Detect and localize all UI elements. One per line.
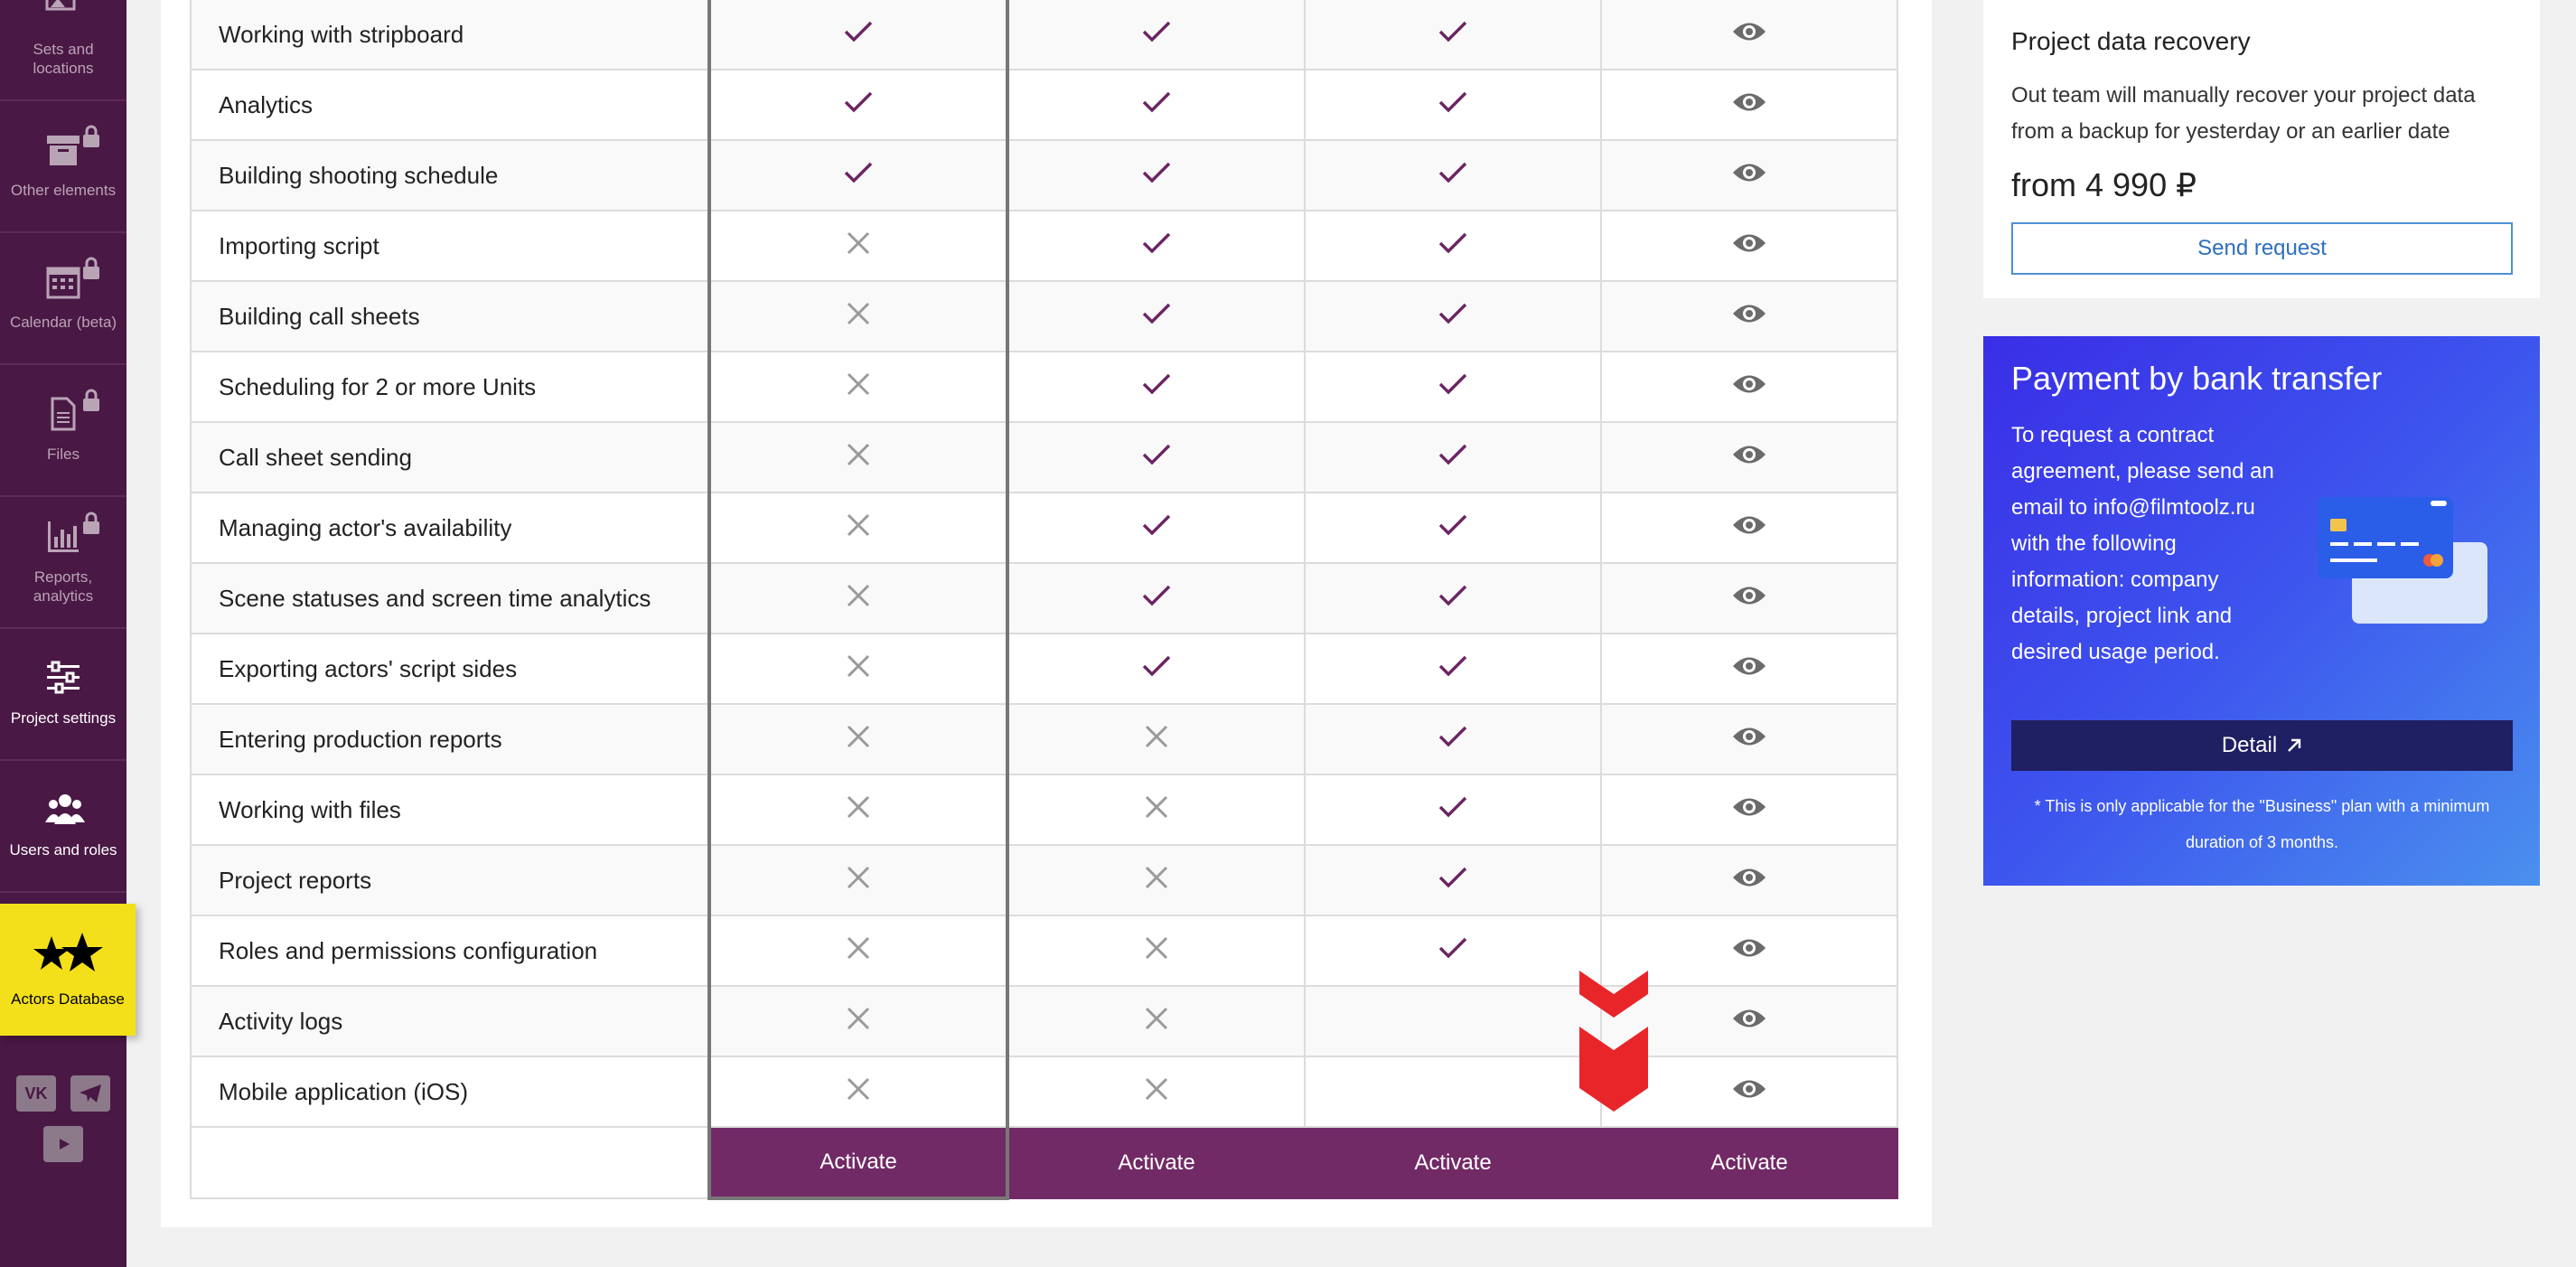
sidebar-item-label: Project settings bbox=[10, 709, 117, 727]
check-icon bbox=[1438, 304, 1468, 331]
detail-button[interactable] bbox=[2011, 720, 2513, 771]
plan-3-cell bbox=[1305, 352, 1601, 422]
plan-3-cell bbox=[1305, 281, 1601, 352]
cross-icon bbox=[846, 1080, 871, 1107]
plan-3-cell bbox=[1305, 915, 1601, 986]
plan-1-cell bbox=[709, 493, 1007, 563]
plan-3-cell bbox=[1305, 422, 1601, 493]
table-row bbox=[191, 704, 1897, 774]
lock-icon bbox=[81, 0, 101, 2]
sidebar-item-actors-database[interactable] bbox=[0, 904, 136, 1036]
eye-icon[interactable] bbox=[1731, 374, 1767, 401]
table-row bbox=[191, 634, 1897, 704]
plan-3-cell bbox=[1305, 493, 1601, 563]
plan-4-cell bbox=[1601, 70, 1897, 140]
plan-4-cell bbox=[1601, 845, 1897, 915]
plan-1-cell bbox=[709, 70, 1007, 140]
plan-3-cell bbox=[1305, 140, 1601, 211]
archive-box-icon bbox=[45, 132, 81, 168]
activate-label: Activate bbox=[1118, 1150, 1195, 1175]
cross-icon bbox=[846, 1009, 871, 1037]
cross-icon bbox=[1144, 1009, 1169, 1037]
plan-3-cell bbox=[1305, 704, 1601, 774]
plan-2-cell bbox=[1007, 493, 1305, 563]
plan-2-cell bbox=[1007, 0, 1305, 70]
eye-icon[interactable] bbox=[1731, 868, 1767, 895]
feature-name: Importing script bbox=[191, 211, 709, 281]
sidebar-item-label: Other elements bbox=[10, 182, 117, 200]
table-row bbox=[191, 493, 1897, 563]
plan-3-cell bbox=[1305, 1056, 1601, 1127]
youtube-icon[interactable] bbox=[43, 1126, 83, 1162]
plan-1-cell bbox=[709, 1056, 1007, 1127]
check-icon bbox=[1141, 22, 1172, 49]
send-request-button[interactable]: Send request bbox=[2011, 222, 2513, 275]
empty-cell bbox=[191, 1127, 709, 1198]
check-icon bbox=[1438, 374, 1468, 401]
check-icon bbox=[1141, 586, 1172, 613]
check-icon bbox=[1438, 727, 1468, 754]
sidebar-item-reports[interactable] bbox=[0, 497, 126, 629]
cross-icon bbox=[846, 375, 871, 402]
table-row bbox=[191, 211, 1897, 281]
plan-2-cell bbox=[1007, 140, 1305, 211]
cross-icon bbox=[846, 798, 871, 825]
plan-3-cell bbox=[1305, 211, 1601, 281]
cross-icon bbox=[1144, 1080, 1169, 1107]
table-row bbox=[191, 0, 1897, 70]
cross-icon bbox=[846, 587, 871, 614]
plan-1-cell bbox=[709, 211, 1007, 281]
cross-icon bbox=[1144, 727, 1169, 755]
plan-2-cell bbox=[1007, 352, 1305, 422]
plan-4-cell bbox=[1601, 563, 1897, 634]
actors-database-label: Actors Database bbox=[11, 990, 125, 1008]
plan-4-cell bbox=[1601, 422, 1897, 493]
plan-1-cell bbox=[709, 422, 1007, 493]
eye-icon[interactable] bbox=[1731, 304, 1767, 331]
plan-4-cell bbox=[1601, 774, 1897, 845]
bank-transfer-card bbox=[1983, 336, 2540, 886]
table-row bbox=[191, 352, 1897, 422]
plan-1-cell bbox=[709, 352, 1007, 422]
eye-icon[interactable] bbox=[1731, 445, 1767, 472]
check-icon bbox=[1438, 515, 1468, 542]
cross-icon bbox=[846, 516, 871, 543]
feature-name: Building call sheets bbox=[191, 281, 709, 352]
plan-3-cell bbox=[1305, 774, 1601, 845]
plan-1-cell bbox=[709, 774, 1007, 845]
bar-chart-icon bbox=[45, 519, 81, 555]
feature-name: Activity logs bbox=[191, 986, 709, 1056]
plan-1-cell bbox=[709, 634, 1007, 704]
activate-plan-1-button[interactable] bbox=[709, 1127, 1007, 1198]
feature-name: Mobile application (iOS) bbox=[191, 1056, 709, 1127]
plan-2-cell bbox=[1007, 1056, 1305, 1127]
bank-description: To request a contract agreement, please send an email to info@filmtoolz.ru with the following information: company details, project link and desired usage period. bbox=[2011, 423, 2274, 664]
check-icon bbox=[1141, 374, 1172, 401]
eye-icon[interactable] bbox=[1731, 92, 1767, 119]
check-icon bbox=[1438, 868, 1468, 895]
social-links bbox=[0, 1075, 126, 1162]
lock-icon bbox=[81, 511, 101, 535]
feature-name: Roles and permissions configuration bbox=[191, 915, 709, 986]
check-icon bbox=[1438, 656, 1468, 683]
recovery-price: from 4 990 ₽ bbox=[2011, 166, 2197, 203]
eye-icon[interactable] bbox=[1731, 1079, 1767, 1106]
plan-4-cell bbox=[1601, 634, 1897, 704]
check-icon bbox=[1438, 22, 1468, 49]
sidebar-item-other-elements[interactable] bbox=[0, 101, 126, 233]
plan-4-cell bbox=[1601, 211, 1897, 281]
eye-icon[interactable] bbox=[1731, 797, 1767, 824]
check-icon bbox=[1438, 163, 1468, 190]
sidebar-item-label: Sets and locations bbox=[33, 40, 94, 77]
sidebar-item-calendar[interactable] bbox=[0, 233, 126, 365]
file-icon bbox=[45, 396, 81, 432]
sidebar-item-project-settings[interactable] bbox=[0, 629, 126, 761]
check-icon bbox=[1141, 163, 1172, 190]
table-row bbox=[191, 70, 1897, 140]
plan-1-cell bbox=[709, 281, 1007, 352]
plan-2-cell bbox=[1007, 704, 1305, 774]
eye-icon[interactable] bbox=[1731, 163, 1767, 190]
bank-title: Payment by bank transfer bbox=[2011, 360, 2383, 397]
feature-name: Working with stripboard bbox=[191, 0, 709, 70]
recovery-description: Out team will manually recover your project data from a backup for yesterday or an earlier date bbox=[2011, 83, 2476, 144]
external-arrow-icon bbox=[2286, 737, 2302, 754]
eye-icon[interactable] bbox=[1731, 515, 1767, 542]
check-icon bbox=[843, 92, 874, 119]
stars-icon bbox=[30, 931, 106, 981]
calendar-icon bbox=[45, 264, 81, 300]
detail-label: Detail bbox=[2221, 733, 2278, 757]
plan-1-cell bbox=[709, 0, 1007, 70]
check-icon bbox=[1438, 938, 1468, 965]
plan-4-cell bbox=[1601, 352, 1897, 422]
check-icon bbox=[843, 163, 874, 190]
double-chevron-down-icon bbox=[1578, 971, 1650, 1113]
vk-icon[interactable]: VK bbox=[16, 1075, 56, 1112]
plan-3-cell bbox=[1305, 0, 1601, 70]
table-row bbox=[191, 563, 1897, 634]
table-row bbox=[191, 281, 1897, 352]
activate-row bbox=[191, 1127, 1897, 1198]
data-recovery-card bbox=[1983, 0, 2540, 298]
telegram-icon[interactable] bbox=[70, 1075, 110, 1112]
check-icon bbox=[1141, 515, 1172, 542]
activate-plan-3-button[interactable] bbox=[1305, 1127, 1601, 1198]
feature-name: Analytics bbox=[191, 70, 709, 140]
bank-footnote: * This is only applicable for the "Business" plan with a minimum duration of 3 months. bbox=[2034, 797, 2490, 851]
feature-name: Scheduling for 2 or more Units bbox=[191, 352, 709, 422]
eye-icon[interactable] bbox=[1731, 938, 1767, 965]
plan-4-cell bbox=[1601, 0, 1897, 70]
plan-2-cell bbox=[1007, 774, 1305, 845]
check-icon bbox=[1438, 92, 1468, 119]
check-icon bbox=[1438, 233, 1468, 260]
plan-1-cell bbox=[709, 704, 1007, 774]
plan-1-cell bbox=[709, 845, 1007, 915]
plan-2-cell bbox=[1007, 845, 1305, 915]
cross-icon bbox=[846, 234, 871, 261]
cross-icon bbox=[1144, 939, 1169, 966]
plan-4-cell bbox=[1601, 704, 1897, 774]
sidebar-item-users-roles[interactable] bbox=[0, 761, 126, 893]
plan-2-cell bbox=[1007, 563, 1305, 634]
feature-name: Call sheet sending bbox=[191, 422, 709, 493]
cross-icon bbox=[846, 657, 871, 684]
table-row bbox=[191, 845, 1897, 915]
plan-3-cell bbox=[1305, 70, 1601, 140]
eye-icon[interactable] bbox=[1731, 586, 1767, 613]
eye-icon[interactable] bbox=[1731, 656, 1767, 683]
activate-label: Activate bbox=[1414, 1150, 1492, 1175]
eye-icon[interactable] bbox=[1731, 233, 1767, 260]
check-icon bbox=[1141, 445, 1172, 472]
plan-1-cell bbox=[709, 915, 1007, 986]
plan-1-cell bbox=[709, 986, 1007, 1056]
check-icon bbox=[1141, 656, 1172, 683]
check-icon bbox=[1438, 445, 1468, 472]
eye-icon[interactable] bbox=[1731, 727, 1767, 754]
activate-plan-2-button[interactable] bbox=[1007, 1127, 1305, 1198]
lock-icon bbox=[81, 257, 101, 280]
plan-4-cell bbox=[1601, 493, 1897, 563]
lock-icon bbox=[81, 125, 101, 148]
plan-3-cell bbox=[1305, 634, 1601, 704]
plan-3-cell bbox=[1305, 563, 1601, 634]
plan-4-cell bbox=[1601, 281, 1897, 352]
table-row bbox=[191, 422, 1897, 493]
lock-icon bbox=[81, 389, 101, 412]
sidebar-item-label: Reports, analytics bbox=[33, 568, 94, 605]
eye-icon[interactable] bbox=[1731, 1009, 1767, 1036]
check-icon bbox=[1141, 233, 1172, 260]
plan-3-cell bbox=[1305, 845, 1601, 915]
credit-cards-illustration bbox=[2318, 488, 2498, 633]
cross-icon bbox=[846, 727, 871, 755]
sliders-icon bbox=[45, 660, 81, 696]
sidebar-item-label: Users and roles bbox=[9, 841, 117, 859]
cross-icon bbox=[1144, 868, 1169, 896]
feature-name: Working with files bbox=[191, 774, 709, 845]
users-icon bbox=[45, 792, 81, 828]
plan-2-cell bbox=[1007, 70, 1305, 140]
plan-3-cell bbox=[1305, 986, 1601, 1056]
cross-icon bbox=[846, 868, 871, 896]
sidebar-item-sets-locations[interactable] bbox=[0, 0, 126, 101]
recovery-title: Project data recovery bbox=[2011, 27, 2251, 55]
activate-plan-4-button[interactable] bbox=[1601, 1127, 1897, 1198]
feature-name: Exporting actors' script sides bbox=[191, 634, 709, 704]
plan-4-cell bbox=[1601, 140, 1897, 211]
sidebar-item-files[interactable] bbox=[0, 365, 126, 497]
check-icon bbox=[1438, 797, 1468, 824]
plan-2-cell bbox=[1007, 281, 1305, 352]
plan-2-cell bbox=[1007, 634, 1305, 704]
feature-name: Entering production reports bbox=[191, 704, 709, 774]
check-icon bbox=[1438, 586, 1468, 613]
activate-label: Activate bbox=[1710, 1150, 1788, 1175]
activate-label: Activate bbox=[820, 1150, 897, 1174]
plan-2-cell bbox=[1007, 422, 1305, 493]
table-row bbox=[191, 774, 1897, 845]
plan-2-cell bbox=[1007, 986, 1305, 1056]
plan-2-cell bbox=[1007, 211, 1305, 281]
cross-icon bbox=[846, 446, 871, 473]
plan-2-cell bbox=[1007, 915, 1305, 986]
check-icon bbox=[1141, 304, 1172, 331]
table-row bbox=[191, 140, 1897, 211]
cross-icon bbox=[846, 305, 871, 332]
cross-icon bbox=[846, 939, 871, 966]
cross-icon bbox=[1144, 798, 1169, 825]
feature-name: Project reports bbox=[191, 845, 709, 915]
image-icon bbox=[45, 0, 81, 27]
feature-name: Managing actor's availability bbox=[191, 493, 709, 563]
sidebar-item-label: Calendar (beta) bbox=[9, 314, 117, 332]
check-icon bbox=[843, 22, 874, 49]
eye-icon[interactable] bbox=[1731, 22, 1767, 49]
feature-name: Building shooting schedule bbox=[191, 140, 709, 211]
plan-1-cell bbox=[709, 140, 1007, 211]
feature-name: Scene statuses and screen time analytics bbox=[191, 563, 709, 634]
sidebar-item-label: Files bbox=[47, 446, 80, 464]
plan-1-cell bbox=[709, 563, 1007, 634]
check-icon bbox=[1141, 92, 1172, 119]
plan-comparison-card bbox=[161, 0, 1932, 1227]
